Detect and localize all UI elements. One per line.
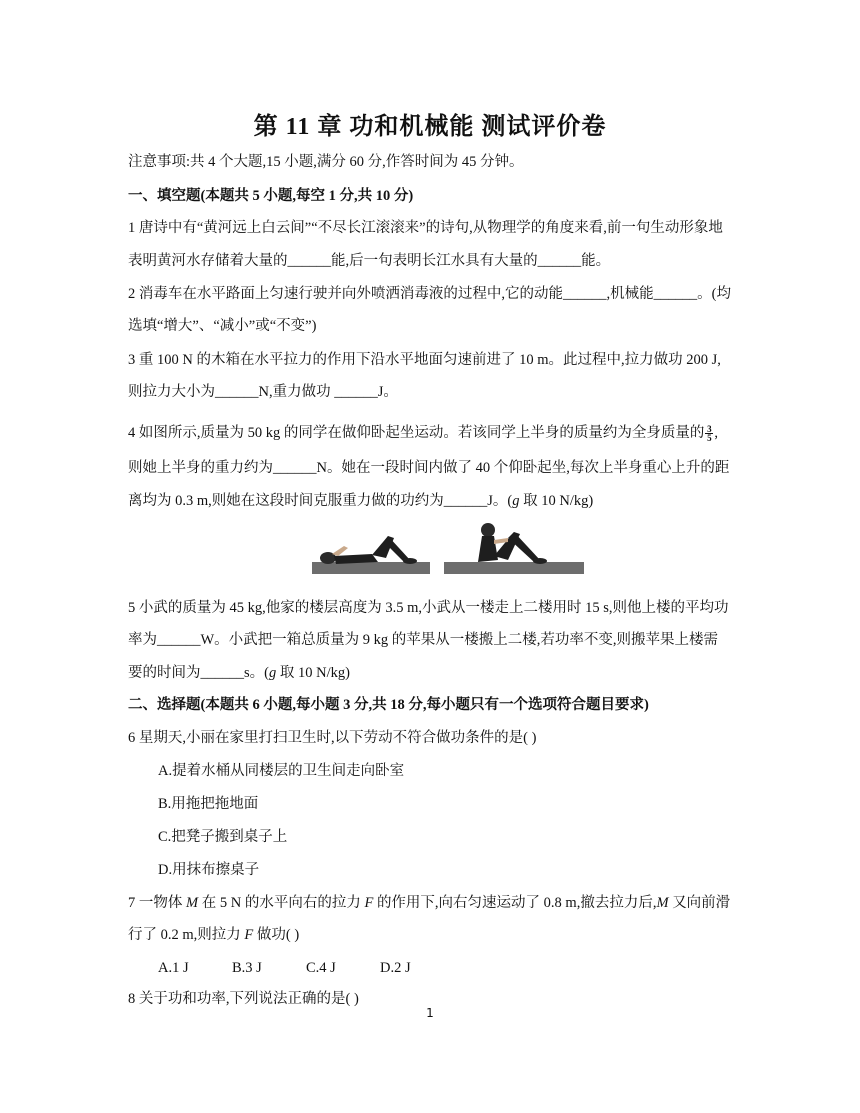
q7-line-1-b: 在 5 N 的水平向右的拉力	[198, 895, 365, 911]
q7-line-1-c: 的作用下,向右匀速运动了 0.8 m,撤去拉力后,	[373, 895, 657, 911]
situp-figure	[308, 520, 608, 582]
mass-symbol: M	[186, 895, 199, 911]
fraction-numerator: 3	[707, 424, 712, 435]
q5-line-3-b: 取 10 N/kg)	[276, 665, 350, 681]
q7-option-c: C.4 J	[306, 960, 336, 976]
q8-stem: 8 关于功和功率,下列说法正确的是( )	[128, 991, 359, 1007]
q4-line-1	[128, 423, 738, 443]
q4-line-1-end: ,	[714, 425, 718, 441]
q7-line-1-d: 又向前滑	[668, 895, 731, 911]
fraction-denominator: 5	[707, 433, 712, 444]
page-number: 1	[426, 1006, 434, 1020]
situp-sitting-icon	[444, 523, 584, 574]
q7-line-1-a: 7 一物体	[128, 895, 186, 911]
force-symbol: F	[244, 927, 254, 943]
q7-line-2-b: 做功( )	[253, 927, 300, 943]
q4-line-3-a: 离均为 0.3 m,则她在这段时间克服重力做的功约为______J。(	[128, 493, 513, 509]
q6-option-b: B.用拖把拖地面	[158, 796, 259, 812]
q5-line-3	[128, 663, 738, 683]
q7-option-a: A.1 J	[158, 960, 189, 976]
q6-option-c: C.把凳子搬到桌子上	[158, 829, 288, 845]
q3-line-1: 3 重 100 N 的木箱在水平拉力的作用下沿水平地面匀速前进了 10 m。此过程中,拉力做功 200 J,	[128, 352, 721, 368]
section-2-heading: 二、选择题(本题共 6 小题,每小题 3 分,共 18 分,每小题只有一个选项符合题目要求)	[128, 697, 649, 713]
q7-options	[158, 958, 768, 978]
force-symbol: F	[364, 895, 374, 911]
q2-line-1: 2 消毒车在水平路面上匀速行驶并向外喷洒消毒液的过程中,它的动能______,机械能______。(均	[128, 286, 731, 302]
q4-line-2: 则她上半身的重力约为______N。她在一段时间内做了 40 个仰卧起坐,每次上半身重心上升的距	[128, 460, 730, 476]
q7-line-2	[128, 925, 738, 945]
g-symbol: g	[268, 665, 277, 681]
section-1-heading: 一、填空题(本题共 5 小题,每空 1 分,共 10 分)	[128, 188, 414, 204]
q6-option-d: D.用抹布擦桌子	[158, 862, 260, 878]
fraction-three-fifths	[705, 425, 713, 442]
q2-line-2: 选填“增大”、“减小”或“不变”)	[128, 318, 317, 334]
q1-line-2: 表明黄河水存储着大量的______能,后一句表明长江水具有大量的______能。	[128, 253, 611, 269]
situp-lying-icon	[312, 536, 430, 574]
q1-line-1: 1 唐诗中有“黄河远上白云间”“不尽长江滚滚来”的诗句,从物理学的角度来看,前一句生动形象地	[128, 220, 723, 236]
q7-option-d: D.2 J	[380, 960, 411, 976]
q4-line-3-b: 取 10 N/kg)	[519, 493, 594, 509]
q7-line-1	[128, 893, 738, 913]
q6-stem: 6 星期天,小丽在家里打扫卫生时,以下劳动不符合做功条件的是( )	[128, 730, 537, 746]
page-title: 第 11 章 功和机械能 测试评价卷	[253, 114, 607, 140]
q6-option-a: A.提着水桶从同楼层的卫生间走向卧室	[158, 763, 405, 779]
q5-line-1: 5 小武的质量为 45 kg,他家的楼层高度为 3.5 m,小武从一楼走上二楼用时 15 s,则他上楼的平均功	[128, 600, 729, 616]
q4-line-1-text: 4 如图所示,质量为 50 kg 的同学在做仰卧起坐运动。若该同学上半身的质量约为全身质量的	[128, 425, 705, 441]
mass-symbol: M	[656, 895, 669, 911]
q5-line-2: 率为______W。小武把一箱总质量为 9 kg 的苹果从一楼搬上二楼,若功率不变,则搬苹果上楼需	[128, 632, 719, 648]
notice: 注意事项:共 4 个大题,15 小题,满分 60 分,作答时间为 45 分钟。	[128, 154, 524, 170]
q7-line-2-a: 行了 0.2 m,则拉力	[128, 927, 245, 943]
q3-line-2: 则拉力大小为______N,重力做功 ______J。	[128, 384, 398, 400]
q7-option-b: B.3 J	[232, 960, 262, 976]
g-symbol: g	[512, 493, 520, 509]
q4-line-3	[128, 491, 738, 511]
q5-line-3-a: 要的时间为______s。(	[128, 665, 269, 681]
